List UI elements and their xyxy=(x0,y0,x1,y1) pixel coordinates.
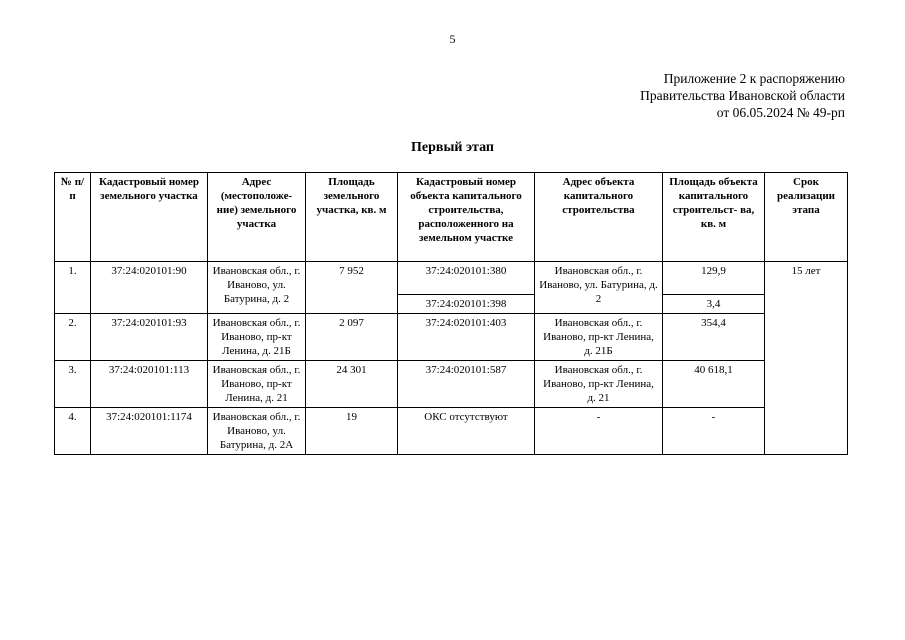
cell-area: 7 952 xyxy=(306,262,398,314)
header-object-area: Площадь объекта капитального строительст- ва, кв. м xyxy=(663,173,765,262)
cell-object-cadastral: 37:24:020101:398 xyxy=(398,295,535,314)
header-cadastral: Кадастровый номер земельного участка xyxy=(91,173,208,262)
header-object-cadastral: Кадастровый номер объекта капитального строительства, расположенного на земельном участке xyxy=(398,173,535,262)
cell-object-cadastral: 37:24:020101:380 xyxy=(398,262,535,295)
cell-object-cadastral: 37:24:020101:587 xyxy=(398,361,535,408)
cell-object-address: Ивановская обл., г. Иваново, пр-кт Ленина, д. 21 xyxy=(535,361,663,408)
cell-cadastral: 37:24:020101:1174 xyxy=(91,408,208,455)
cell-cadastral: 37:24:020101:93 xyxy=(91,314,208,361)
cell-object-address: Ивановская обл., г. Иваново, пр-кт Ленина, д. 21Б xyxy=(535,314,663,361)
stages-table xyxy=(54,172,848,455)
table-row xyxy=(55,262,848,295)
header-area: Площадь земельного участка, кв. м xyxy=(306,173,398,262)
cell-object-cadastral: 37:24:020101:403 xyxy=(398,314,535,361)
cell-object-area: 40 618,1 xyxy=(663,361,765,408)
cell-num: 4. xyxy=(55,408,91,455)
cell-object-area: 3,4 xyxy=(663,295,765,314)
cell-area: 19 xyxy=(306,408,398,455)
appendix-note xyxy=(640,70,845,121)
cell-num: 2. xyxy=(55,314,91,361)
appendix-line-3: от 06.05.2024 № 49-рп xyxy=(716,105,845,120)
header-term: Срок реализации этапа xyxy=(765,173,848,262)
cell-area: 24 301 xyxy=(306,361,398,408)
header-num: № п/п xyxy=(55,173,91,262)
table-row xyxy=(55,314,848,361)
cell-object-area: - xyxy=(663,408,765,455)
table-row xyxy=(55,408,848,455)
table-row xyxy=(55,361,848,408)
cell-num: 3. xyxy=(55,361,91,408)
cell-object-address: - xyxy=(535,408,663,455)
cell-term: 15 лет xyxy=(765,262,848,455)
cell-num: 1. xyxy=(55,262,91,314)
cell-object-area: 129,9 xyxy=(663,262,765,295)
cell-address: Ивановская обл., г. Иваново, пр-кт Ленина, д. 21Б xyxy=(208,314,306,361)
document-title: Первый этап xyxy=(411,140,494,155)
header-object-address: Адрес объекта капитального строительства xyxy=(535,173,663,262)
cell-object-area: 354,4 xyxy=(663,314,765,361)
cell-address: Ивановская обл., г. Иваново, ул. Батурина, д. 2 xyxy=(208,262,306,314)
cell-address: Ивановская обл., г. Иваново, ул. Батурина, д. 2А xyxy=(208,408,306,455)
cell-cadastral: 37:24:020101:113 xyxy=(91,361,208,408)
cell-cadastral: 37:24:020101:90 xyxy=(91,262,208,314)
appendix-line-1: Приложение 2 к распоряжению xyxy=(663,71,845,86)
cell-area: 2 097 xyxy=(306,314,398,361)
cell-object-cadastral: ОКС отсутствуют xyxy=(398,408,535,455)
header-address: Адрес (местоположе- ние) земельного участка xyxy=(208,173,306,262)
table-header-row xyxy=(55,173,848,262)
cell-address: Ивановская обл., г. Иваново, пр-кт Ленина, д. 21 xyxy=(208,361,306,408)
cell-object-address: Ивановская обл., г. Иваново, ул. Батурина, д. 2 xyxy=(535,262,663,314)
appendix-line-2: Правительства Ивановской области xyxy=(640,88,845,103)
page-number: 5 xyxy=(449,32,456,46)
